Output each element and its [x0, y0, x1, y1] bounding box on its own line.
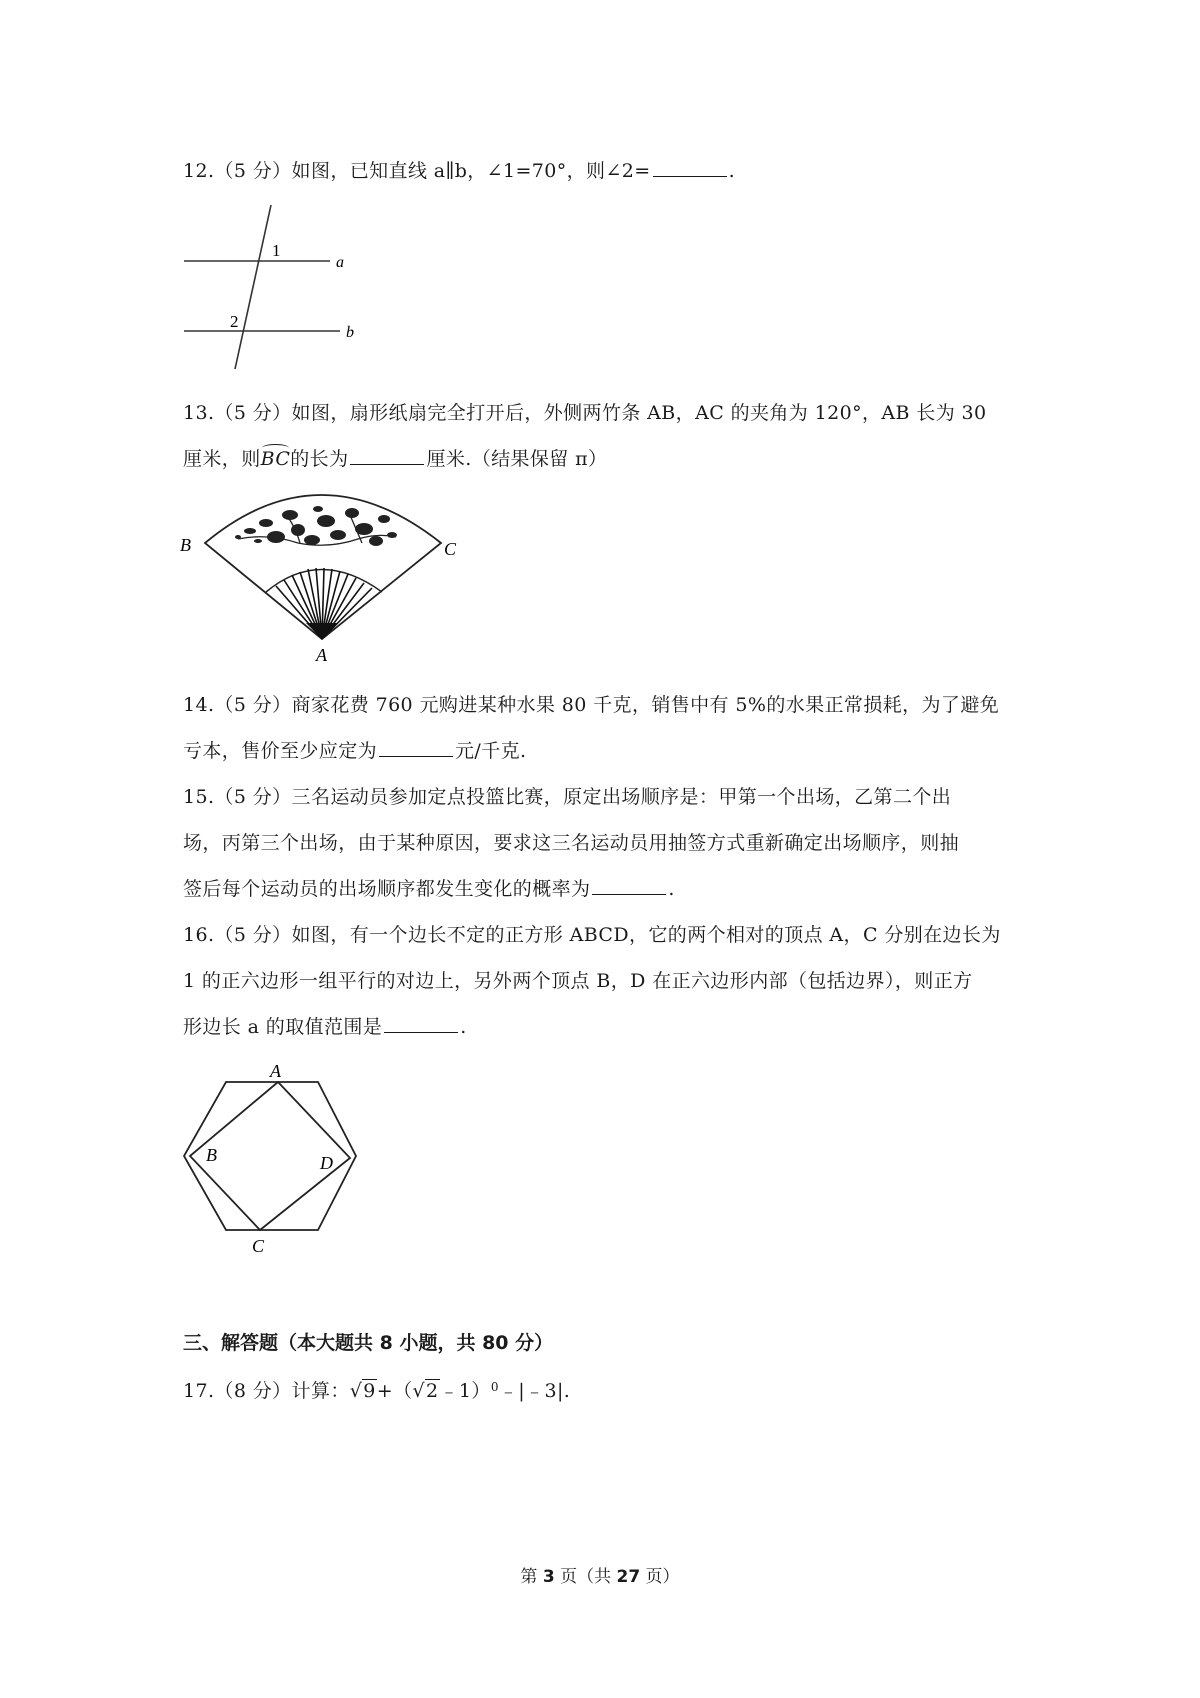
hex-label-a: A	[270, 1061, 281, 1081]
fan-figure	[178, 485, 478, 665]
q17-pre: 17.（8 分）计算：	[183, 1380, 350, 1402]
fan-label-b: B	[180, 535, 191, 555]
fan-label-a: A	[316, 645, 327, 665]
q14-l2-pre: 亏本，售价至少应定为	[183, 740, 378, 762]
q14-answer-blank	[379, 738, 453, 757]
flower-decoration	[235, 506, 397, 546]
q15-line3	[183, 876, 675, 902]
q16-answer-blank	[384, 1014, 458, 1033]
footer-pre: 第	[520, 1567, 543, 1587]
q16-line2: 1 的正六边形一组平行的对边上，另外两个顶点 B，D 在正六边形内部（包括边界），则正方	[183, 970, 973, 992]
page-footer	[0, 1562, 1200, 1587]
q13-l2-pre: 厘米，则	[183, 448, 261, 470]
hex-label-d: D	[320, 1153, 333, 1173]
footer-mid: 页（共	[554, 1567, 617, 1587]
parallel-lines-figure	[180, 203, 360, 373]
q15-line2: 场，丙第三个出场，由于某种原因，要求这三名运动员用抽签方式重新确定出场顺序，则抽	[183, 832, 960, 854]
section-3-heading: 三、解答题（本大题共 8 小题，共 80 分）	[183, 1332, 554, 1354]
sqrt-9: √9	[349, 1380, 376, 1402]
line-b-label: b	[346, 324, 354, 341]
q15-l3-pre: 签后每个运动员的出场顺序都发生变化的概率为	[183, 878, 591, 900]
arc-bc: BC	[260, 448, 291, 470]
angle-1-label: 1	[272, 241, 281, 260]
q13-line2	[183, 446, 607, 472]
q15-answer-blank	[592, 876, 666, 895]
sqrt-9-radicand: 9	[363, 1380, 376, 1402]
sqrt-2-radicand: 2	[426, 1380, 439, 1402]
q12-end: .	[728, 160, 736, 182]
q17-exponent: 0	[490, 1380, 499, 1394]
q16-line3	[183, 1014, 467, 1040]
q13-l2-post: 厘米.（结果保留 π）	[426, 448, 608, 470]
q13-answer-blank	[350, 446, 424, 465]
sqrt-2: √2	[412, 1380, 439, 1402]
q17-line	[183, 1378, 570, 1404]
footer-post: 页）	[640, 1567, 680, 1587]
q13-l2-mid: 的长为	[290, 448, 349, 470]
q16-line1: 16.（5 分）如图，有一个边长不定的正方形 ABCD，它的两个相对的顶点 A，C 分别在边长为	[183, 924, 1001, 946]
q12-text: 12.（5 分）如图，已知直线 a∥b，∠1=70°，则∠2=	[183, 160, 651, 182]
line-a-label: a	[336, 254, 344, 271]
q12-answer-blank	[653, 158, 727, 177]
footer-page-number: 3	[542, 1567, 555, 1587]
hex-label-c: C	[252, 1236, 265, 1256]
q14-line1: 14.（5 分）商家花费 760 元购进某种水果 80 千克，销售中有 5%的水果正常损耗，为了避免	[183, 694, 1000, 716]
q13-line1: 13.（5 分）如图，扇形纸扇完全打开后，外侧两竹条 AB，AC 的夹角为 120°，AB 长为 30	[183, 402, 987, 424]
footer-total-pages: 27	[616, 1567, 641, 1587]
angle-2-label: 2	[230, 312, 239, 331]
q14-line2	[183, 738, 526, 764]
hex-label-b: B	[206, 1145, 217, 1165]
q15-line1: 15.（5 分）三名运动员参加定点投篮比赛，原定出场顺序是：甲第一个出场，乙第二个出	[183, 786, 952, 808]
q17-mid2: ﹣1）	[439, 1380, 491, 1402]
q17-mid1: +（	[376, 1380, 413, 1402]
q14-l2-post: 元/千克.	[455, 740, 527, 762]
q17-post: ﹣|﹣3|.	[498, 1380, 571, 1402]
fan-label-c: C	[444, 539, 457, 559]
q15-l3-post: .	[668, 878, 675, 900]
q12-line	[183, 158, 735, 184]
q16-l3-pre: 形边长 a 的取值范围是	[183, 1016, 383, 1038]
transversal-line	[235, 205, 271, 369]
hexagon-square-figure	[178, 1060, 378, 1260]
q16-l3-post: .	[460, 1016, 467, 1038]
